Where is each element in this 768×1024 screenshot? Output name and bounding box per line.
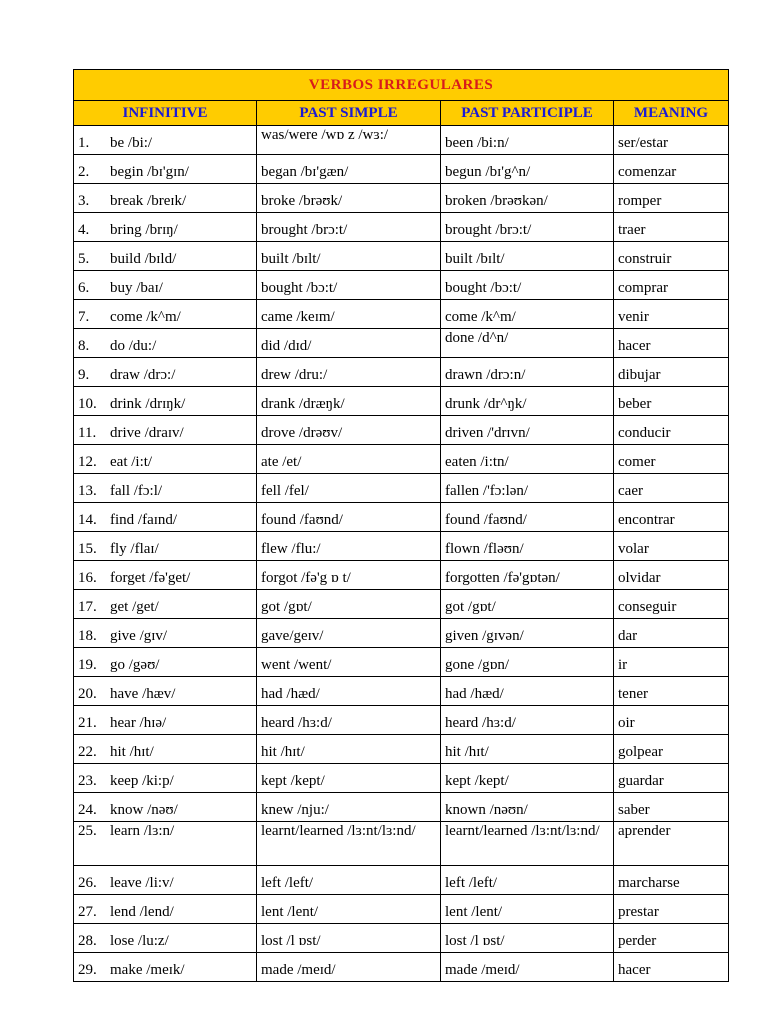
meaning-cell: oir (614, 706, 729, 735)
infinitive-text: make /meɪk/ (110, 962, 185, 978)
table-row (74, 329, 729, 358)
table-row (74, 735, 729, 764)
past-participle-cell: fallen /'fɔ:lən/ (441, 474, 614, 503)
meaning-cell: conseguir (614, 590, 729, 619)
past-simple-cell: broke /brəʊk/ (257, 184, 441, 213)
past-simple-cell: heard /hɜ:d/ (257, 706, 441, 735)
table-row (74, 126, 729, 155)
table-row (74, 590, 729, 619)
infinitive-text: eat /i:t/ (110, 454, 153, 470)
past-participle-cell: begun /bɪ'g^n/ (441, 155, 614, 184)
past-participle-cell: built /bɪlt/ (441, 242, 614, 271)
past-simple-cell: found /faʊnd/ (257, 503, 441, 532)
past-participle-cell: given /gɪvən/ (441, 619, 614, 648)
header-past-participle: PAST PARTICIPLE (441, 101, 614, 126)
table-row (74, 271, 729, 300)
header-infinitive: INFINITIVE (74, 101, 257, 126)
past-simple-cell: learnt/learned /lɜ:nt/lɜ:nd/ (257, 822, 441, 866)
past-participle-cell: flown /fləʊn/ (441, 532, 614, 561)
past-participle-cell: brought /brɔ:t/ (441, 213, 614, 242)
infinitive-text: bring /brɪŋ/ (110, 222, 178, 238)
infinitive-text: drive /draɪv/ (110, 425, 184, 441)
past-simple-cell: got /gɒt/ (257, 590, 441, 619)
meaning-cell: hacer (614, 329, 729, 358)
meaning-cell: venir (614, 300, 729, 329)
meaning-cell: tener (614, 677, 729, 706)
row-number: 14. (78, 512, 97, 528)
infinitive-cell (74, 213, 257, 242)
row-number: 12. (78, 454, 97, 470)
past-participle-cell: eaten /i:tn/ (441, 445, 614, 474)
infinitive-text: lose /lu:z/ (110, 933, 169, 949)
past-participle-cell: hit /hɪt/ (441, 735, 614, 764)
infinitive-text: fall /fɔ:l/ (110, 483, 163, 499)
row-number: 5. (78, 251, 90, 267)
meaning-cell: aprender (614, 822, 729, 866)
row-number: 29. (78, 962, 97, 978)
past-simple-cell: drank /dræŋk/ (257, 387, 441, 416)
past-participle-cell: learnt/learned /lɜ:nt/lɜ:nd/ (441, 822, 614, 866)
infinitive-cell (74, 126, 257, 155)
past-participle-cell: drawn /drɔ:n/ (441, 358, 614, 387)
infinitive-cell (74, 793, 257, 822)
infinitive-cell (74, 648, 257, 677)
infinitive-text: know /nəʊ/ (110, 802, 178, 818)
table-row (74, 924, 729, 953)
row-number: 28. (78, 933, 97, 949)
table-row (74, 474, 729, 503)
past-simple-cell: began /bɪ'gæn/ (257, 155, 441, 184)
row-number: 9. (78, 367, 90, 383)
infinitive-cell (74, 474, 257, 503)
infinitive-cell (74, 619, 257, 648)
row-number: 26. (78, 875, 97, 891)
past-participle-cell: known /nəʊn/ (441, 793, 614, 822)
meaning-cell: hacer (614, 953, 729, 982)
past-simple-cell: drew /dru:/ (257, 358, 441, 387)
meaning-cell: encontrar (614, 503, 729, 532)
table-row (74, 242, 729, 271)
past-participle-cell: kept /kept/ (441, 764, 614, 793)
row-number: 11. (78, 425, 97, 441)
infinitive-text: build /bɪld/ (110, 251, 177, 267)
past-simple-cell: gave/geɪv/ (257, 619, 441, 648)
infinitive-text: hear /hɪə/ (110, 715, 167, 731)
past-simple-cell: did /dɪd/ (257, 329, 441, 358)
past-participle-cell: come /k^m/ (441, 300, 614, 329)
table-row (74, 503, 729, 532)
meaning-cell: golpear (614, 735, 729, 764)
row-number: 24. (78, 802, 97, 818)
infinitive-text: leave /li:v/ (110, 875, 174, 891)
table-row (74, 155, 729, 184)
meaning-cell: saber (614, 793, 729, 822)
past-simple-cell: lent /lent/ (257, 895, 441, 924)
infinitive-text: drink /drɪŋk/ (110, 396, 186, 412)
past-simple-cell: hit /hɪt/ (257, 735, 441, 764)
meaning-cell: beber (614, 387, 729, 416)
row-number: 13. (78, 483, 97, 499)
row-number: 25. (78, 823, 97, 839)
past-simple-cell: brought /brɔ:t/ (257, 213, 441, 242)
infinitive-cell (74, 953, 257, 982)
table-row (74, 677, 729, 706)
infinitive-cell (74, 358, 257, 387)
infinitive-text: break /breɪk/ (110, 193, 187, 209)
row-number: 17. (78, 599, 97, 615)
past-participle-cell: lost /l ɒst/ (441, 924, 614, 953)
table-row (74, 532, 729, 561)
past-participle-cell: found /faʊnd/ (441, 503, 614, 532)
infinitive-text: do /du:/ (110, 338, 157, 354)
infinitive-cell (74, 924, 257, 953)
table-row (74, 358, 729, 387)
infinitive-text: give /gɪv/ (110, 628, 168, 644)
past-participle-cell: heard /hɜ:d/ (441, 706, 614, 735)
infinitive-text: go /gəʊ/ (110, 657, 160, 673)
row-number: 27. (78, 904, 97, 920)
infinitive-text: fly /flaɪ/ (110, 541, 159, 557)
row-number: 21. (78, 715, 97, 731)
infinitive-cell (74, 764, 257, 793)
infinitive-cell (74, 445, 257, 474)
infinitive-cell (74, 532, 257, 561)
meaning-cell: dar (614, 619, 729, 648)
infinitive-cell (74, 242, 257, 271)
infinitive-cell (74, 300, 257, 329)
infinitive-text: keep /ki:p/ (110, 773, 174, 789)
past-participle-cell: made /meɪd/ (441, 953, 614, 982)
table-row (74, 387, 729, 416)
row-number: 4. (78, 222, 90, 238)
row-number: 6. (78, 280, 90, 296)
infinitive-cell (74, 387, 257, 416)
past-participle-cell: bought /bɔ:t/ (441, 271, 614, 300)
meaning-cell: comer (614, 445, 729, 474)
infinitive-text: have /hæv/ (110, 686, 176, 702)
row-number: 10. (78, 396, 97, 412)
table-row (74, 706, 729, 735)
infinitive-cell (74, 866, 257, 895)
infinitive-text: draw /drɔ:/ (110, 367, 176, 383)
past-participle-cell: forgotten /fə'gɒtən/ (441, 561, 614, 590)
meaning-cell: ser/estar (614, 126, 729, 155)
table-row (74, 895, 729, 924)
infinitive-text: find /faɪnd/ (110, 512, 178, 528)
past-simple-cell: left /left/ (257, 866, 441, 895)
row-number: 7. (78, 309, 90, 325)
meaning-cell: caer (614, 474, 729, 503)
infinitive-cell (74, 155, 257, 184)
table-title: VERBOS IRREGULARES (74, 70, 729, 101)
irregular-verbs-table (73, 69, 729, 982)
table-row (74, 561, 729, 590)
past-participle-cell: got /gɒt/ (441, 590, 614, 619)
past-simple-cell: bought /bɔ:t/ (257, 271, 441, 300)
infinitive-text: be /bi:/ (110, 135, 153, 151)
row-number: 22. (78, 744, 97, 760)
past-simple-cell: came /keɪm/ (257, 300, 441, 329)
past-participle-cell: broken /brəʊkən/ (441, 184, 614, 213)
past-simple-cell: fell /fel/ (257, 474, 441, 503)
meaning-cell: perder (614, 924, 729, 953)
infinitive-cell (74, 706, 257, 735)
infinitive-text: forget /fə'get/ (110, 570, 191, 586)
past-participle-cell: had /hæd/ (441, 677, 614, 706)
infinitive-text: learn /lɜ:n/ (110, 823, 175, 839)
past-simple-cell: went /went/ (257, 648, 441, 677)
row-number: 16. (78, 570, 97, 586)
table-row (74, 416, 729, 445)
table-row (74, 953, 729, 982)
past-participle-cell: drunk /dr^ŋk/ (441, 387, 614, 416)
infinitive-cell (74, 416, 257, 445)
meaning-cell: romper (614, 184, 729, 213)
row-number: 19. (78, 657, 97, 673)
infinitive-cell (74, 822, 257, 866)
past-simple-cell: built /bɪlt/ (257, 242, 441, 271)
infinitive-cell (74, 561, 257, 590)
row-number: 18. (78, 628, 97, 644)
meaning-cell: prestar (614, 895, 729, 924)
meaning-cell: comprar (614, 271, 729, 300)
infinitive-cell (74, 735, 257, 764)
row-number: 8. (78, 338, 90, 354)
infinitive-cell (74, 271, 257, 300)
past-simple-cell: kept /kept/ (257, 764, 441, 793)
row-number: 20. (78, 686, 97, 702)
header-past-simple: PAST SIMPLE (257, 101, 441, 126)
table-row (74, 866, 729, 895)
table-row (74, 793, 729, 822)
meaning-cell: comenzar (614, 155, 729, 184)
past-simple-cell: made /meɪd/ (257, 953, 441, 982)
row-number: 1. (78, 135, 90, 151)
past-participle-cell: driven /'drɪvn/ (441, 416, 614, 445)
meaning-cell: dibujar (614, 358, 729, 387)
table-row (74, 300, 729, 329)
row-number: 23. (78, 773, 97, 789)
past-simple-cell: had /hæd/ (257, 677, 441, 706)
row-number: 2. (78, 164, 90, 180)
table-row (74, 184, 729, 213)
past-simple-cell: lost /l ɒst/ (257, 924, 441, 953)
past-participle-cell: lent /lent/ (441, 895, 614, 924)
meaning-cell: ir (614, 648, 729, 677)
row-number: 3. (78, 193, 90, 209)
past-simple-cell: forgot /fə'g ɒ t/ (257, 561, 441, 590)
past-participle-cell: left /left/ (441, 866, 614, 895)
past-participle-cell: gone /gɒn/ (441, 648, 614, 677)
infinitive-cell (74, 329, 257, 358)
meaning-cell: marcharse (614, 866, 729, 895)
table-row (74, 445, 729, 474)
meaning-cell: traer (614, 213, 729, 242)
meaning-cell: construir (614, 242, 729, 271)
infinitive-text: buy /baɪ/ (110, 280, 163, 296)
table-row (74, 619, 729, 648)
past-simple-cell: flew /flu:/ (257, 532, 441, 561)
meaning-cell: volar (614, 532, 729, 561)
table-row (74, 648, 729, 677)
infinitive-text: get /get/ (110, 599, 159, 615)
infinitive-cell (74, 895, 257, 924)
past-participle-cell: done /d^n/ (441, 329, 614, 358)
infinitive-cell (74, 677, 257, 706)
table-row (74, 213, 729, 242)
past-simple-cell: ate /et/ (257, 445, 441, 474)
past-simple-cell: knew /nju:/ (257, 793, 441, 822)
infinitive-text: begin /bɪ'gɪn/ (110, 164, 189, 180)
meaning-cell: guardar (614, 764, 729, 793)
table-row (74, 764, 729, 793)
infinitive-text: hit /hɪt/ (110, 744, 154, 760)
infinitive-text: come /k^m/ (110, 309, 181, 325)
infinitive-cell (74, 590, 257, 619)
meaning-cell: conducir (614, 416, 729, 445)
table-row (74, 822, 729, 866)
header-meaning: MEANING (614, 101, 729, 126)
infinitive-cell (74, 503, 257, 532)
infinitive-text: lend /lend/ (110, 904, 174, 920)
past-simple-cell: drove /drəʊv/ (257, 416, 441, 445)
row-number: 15. (78, 541, 97, 557)
past-participle-cell: been /bi:n/ (441, 126, 614, 155)
past-simple-cell: was/were /wɒ z /wɜ:/ (257, 126, 441, 155)
meaning-cell: olvidar (614, 561, 729, 590)
infinitive-cell (74, 184, 257, 213)
